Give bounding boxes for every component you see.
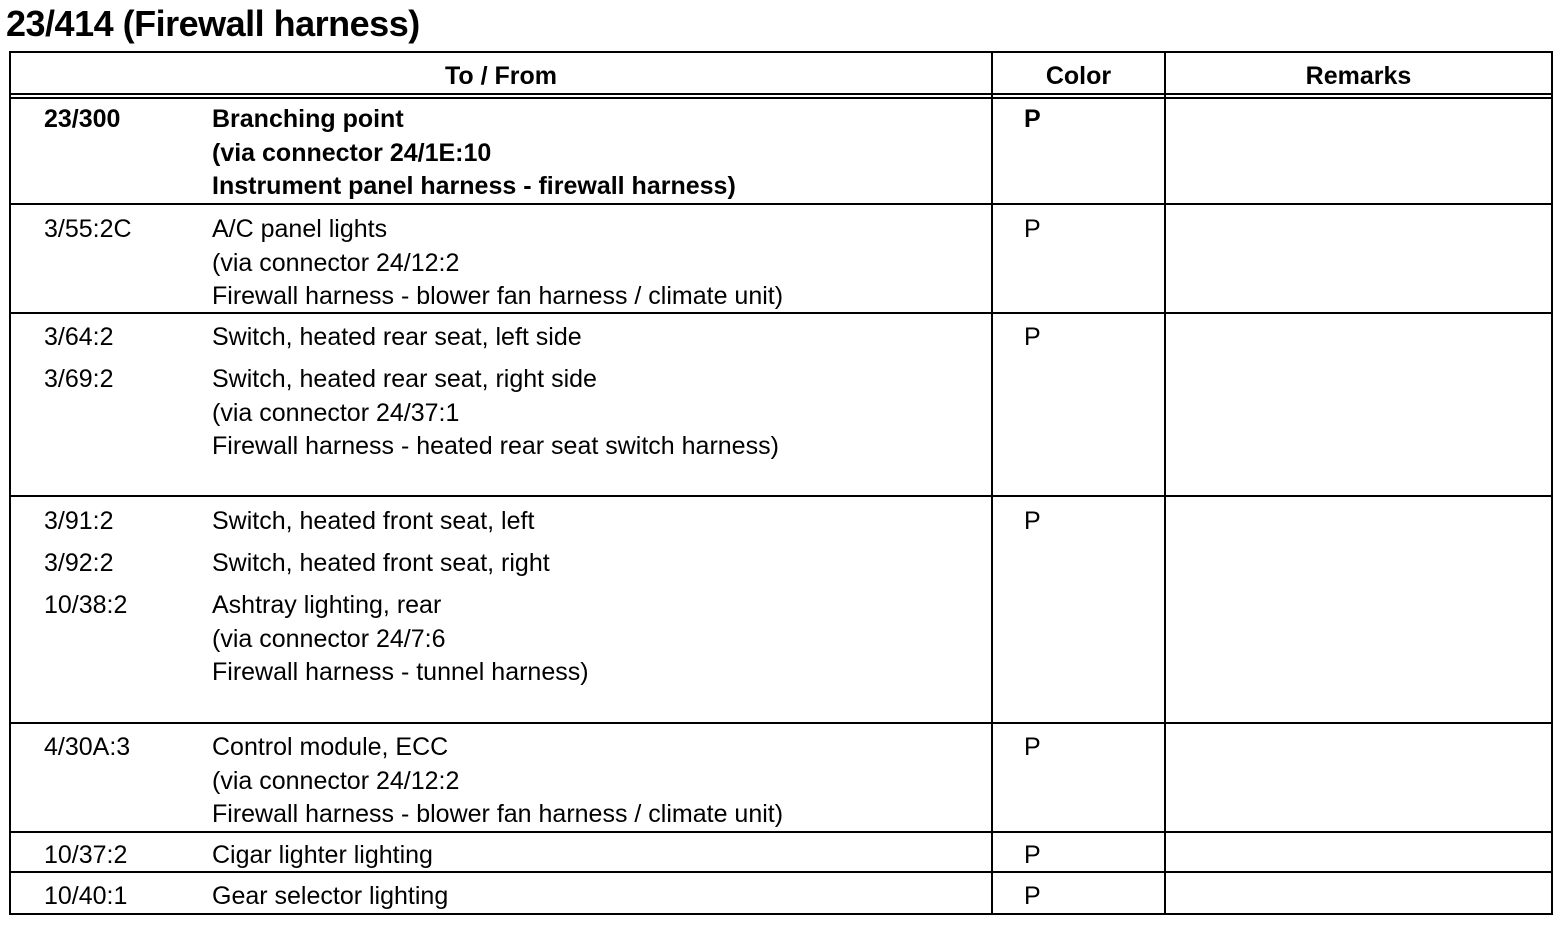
row-color: P — [1024, 105, 1041, 133]
row-description — [212, 213, 783, 314]
description-line: Firewall harness - heated rear seat switch harness) — [212, 432, 779, 460]
header-color: Color — [1045, 62, 1112, 90]
header-remarks: Remarks — [1305, 62, 1412, 90]
row-color: P — [1024, 215, 1041, 243]
description-line: Gear selector lighting — [212, 882, 449, 910]
description-line: Switch, heated rear seat, right side — [212, 365, 597, 393]
header-to-from: To / From — [444, 62, 558, 90]
row-color: P — [1024, 841, 1041, 869]
column-divider-color — [991, 53, 993, 913]
description-line: Firewall harness - blower fan harness / climate unit) — [212, 800, 784, 828]
description-line: (via connector 24/1E:10 — [212, 138, 492, 167]
row-description — [212, 103, 736, 204]
description-line: Instrument panel harness - firewall harness) — [212, 172, 736, 200]
row-description — [212, 505, 534, 539]
description-line: (via connector 24/12:2 — [212, 766, 460, 795]
description-line: Cigar lighter lighting — [212, 841, 433, 869]
row-description — [212, 363, 779, 464]
header-divider — [11, 93, 1551, 95]
row-code: 10/37:2 — [44, 841, 128, 869]
wiring-table — [9, 51, 1553, 915]
column-divider-remarks — [1164, 53, 1166, 913]
row-code: 3/91:2 — [44, 507, 114, 535]
row-code: 3/55:2C — [44, 215, 132, 243]
page-title: 23/414 (Firewall harness) — [6, 3, 420, 44]
row-code: 3/64:2 — [44, 323, 114, 351]
description-line: (via connector 24/37:1 — [212, 398, 460, 427]
description-line: Ashtray lighting, rear — [212, 591, 442, 619]
row-color: P — [1024, 507, 1041, 535]
row-divider — [11, 722, 1551, 724]
row-description — [212, 321, 582, 355]
row-code: 10/38:2 — [44, 591, 128, 619]
row-description — [212, 731, 783, 832]
row-code: 3/69:2 — [44, 365, 114, 393]
description-line: Firewall harness - tunnel harness) — [212, 658, 589, 686]
row-color: P — [1024, 323, 1041, 351]
row-color: P — [1024, 733, 1041, 761]
row-description — [212, 839, 433, 873]
row-code: 23/300 — [44, 105, 121, 133]
description-line: Control module, ECC — [212, 733, 449, 761]
row-description — [212, 547, 550, 581]
description-line: A/C panel lights — [212, 215, 388, 243]
description-line: Switch, heated front seat, right — [212, 549, 550, 577]
row-code: 10/40:1 — [44, 882, 128, 910]
row-divider — [11, 495, 1551, 497]
row-color: P — [1024, 882, 1041, 910]
description-line: Firewall harness - blower fan harness / climate unit) — [212, 282, 784, 310]
description-line: (via connector 24/12:2 — [212, 248, 460, 277]
row-code: 4/30A:3 — [44, 733, 131, 761]
description-line: (via connector 24/7:6 — [212, 624, 446, 653]
description-line: Switch, heated rear seat, left side — [212, 323, 582, 351]
row-description — [212, 589, 589, 690]
row-code: 3/92:2 — [44, 549, 114, 577]
description-line: Branching point — [212, 105, 404, 133]
description-line: Switch, heated front seat, left — [212, 507, 535, 535]
row-description — [212, 880, 448, 914]
